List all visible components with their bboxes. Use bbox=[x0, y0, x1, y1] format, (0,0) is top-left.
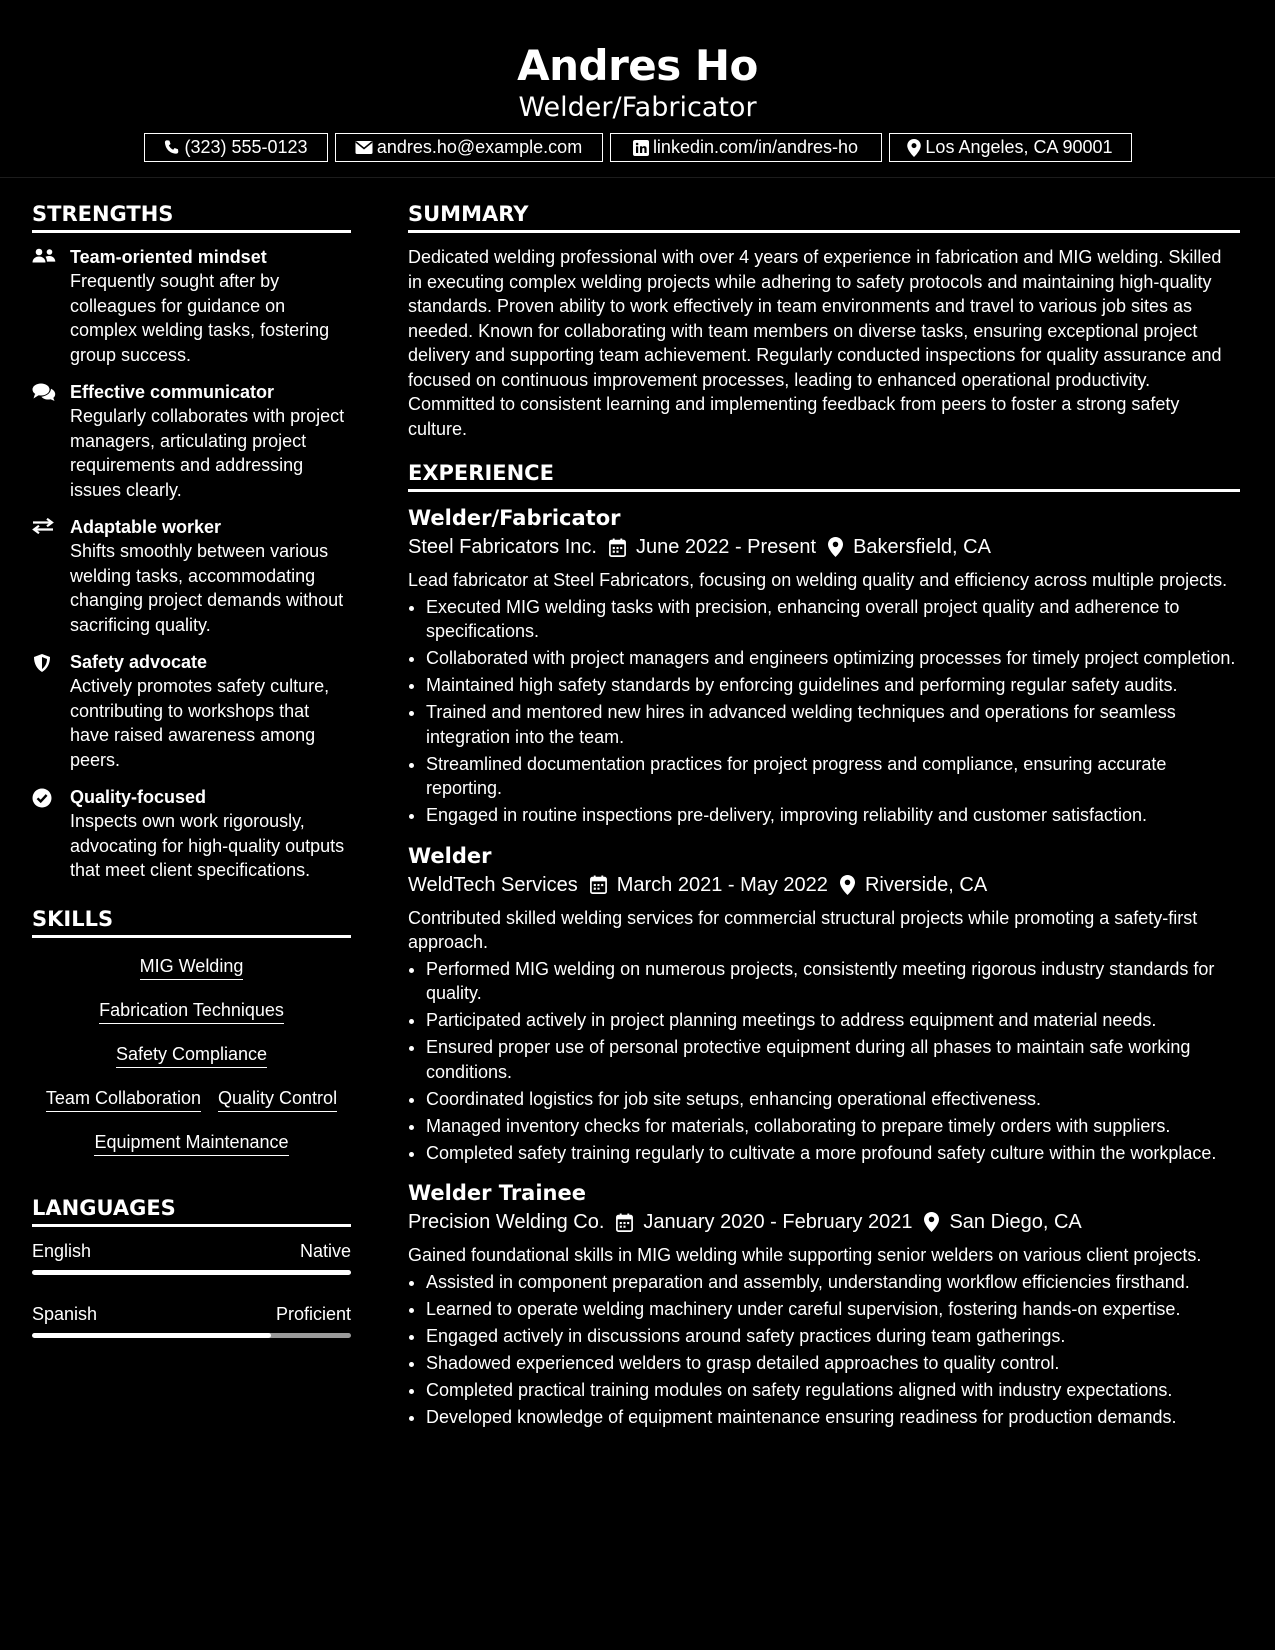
contact-location[interactable] bbox=[889, 133, 1132, 162]
job-dates: June 2022 - Present bbox=[635, 536, 817, 558]
job-bullet: • Coordinated logistics for job site setups, enhancing operational effectiveness. bbox=[426, 1087, 1240, 1112]
skill-row bbox=[32, 954, 351, 980]
candidate-name: Andres Ho bbox=[517, 41, 758, 90]
job-entry bbox=[408, 1179, 1240, 1429]
strength-item bbox=[32, 380, 351, 502]
job-bullet: • Assisted in component preparation and assembly, understanding workflow efficiencies firsthand. bbox=[426, 1270, 1240, 1295]
job-bullet: • Completed safety training regularly to cultivate a more profound safety culture within the workplace. bbox=[426, 1141, 1240, 1166]
job-meta bbox=[408, 1207, 1240, 1237]
language-proficiency-bar bbox=[32, 1270, 351, 1275]
job-bullet: • Streamlined documentation practices for project progress and compliance, ensuring accurate reporting. bbox=[426, 752, 1240, 801]
job-bullet: • Trained and mentored new hires in advanced welding techniques and operations for seamless integration into the team. bbox=[426, 700, 1240, 749]
language-proficiency-fill bbox=[32, 1333, 271, 1338]
job-bullet: • Shadowed experienced welders to grasp detailed approaches to quality control. bbox=[426, 1351, 1240, 1376]
strength-title: Adaptable worker bbox=[70, 517, 222, 537]
strength-desc: Regularly collaborates with project managers, articulating project requirements and addressing issues clearly. bbox=[70, 406, 345, 500]
phone-icon bbox=[163, 139, 180, 156]
summary-heading: SUMMARY bbox=[408, 200, 1240, 233]
strength-item bbox=[32, 515, 351, 637]
skills-heading: SKILLS bbox=[32, 905, 351, 938]
strength-desc: Inspects own work rigorously, advocating for high-quality outputs that meet client specifications. bbox=[70, 811, 345, 880]
language-row bbox=[32, 1239, 351, 1263]
job-entry bbox=[408, 842, 1240, 1166]
skill-tag: Equipment Maintenance bbox=[94, 1130, 288, 1156]
job-bullet: • Developed knowledge of equipment maintenance ensuring readiness for production demands. bbox=[426, 1405, 1240, 1430]
strength-title: Safety advocate bbox=[70, 652, 208, 672]
strength-item bbox=[32, 785, 351, 883]
strength-desc: Shifts smoothly between various welding tasks, accommodating changing project demands without sacrificing quality. bbox=[70, 541, 344, 635]
skill-row bbox=[32, 1042, 351, 1068]
strength-title: Quality-focused bbox=[70, 787, 207, 807]
job-dates: March 2021 - May 2022 bbox=[616, 873, 828, 896]
job-title: Welder/Fabricator bbox=[408, 506, 621, 530]
experience-heading: EXPERIENCE bbox=[408, 459, 1240, 492]
skills-list bbox=[32, 950, 351, 1156]
contact-linkedin-text: linkedin.com/in/andres-ho bbox=[652, 137, 859, 157]
skill-row bbox=[32, 998, 351, 1024]
job-company: Steel Fabricators Inc. bbox=[408, 536, 597, 558]
right-column bbox=[408, 200, 1240, 1443]
linkedin-icon bbox=[633, 140, 649, 156]
job-location: Bakersfield, CA bbox=[853, 536, 991, 558]
map-pin-icon bbox=[924, 1212, 939, 1232]
strength-title: Team-oriented mindset bbox=[70, 247, 267, 267]
job-bullet: • Performed MIG welding on numerous projects, consistently meeting rigorous industry standards for quality. bbox=[426, 957, 1240, 1006]
job-company: Precision Welding Co. bbox=[408, 1211, 605, 1233]
languages-heading: LANGUAGES bbox=[32, 1194, 351, 1227]
experience-list bbox=[408, 504, 1240, 1429]
contact-phone-text: (323) 555-0123 bbox=[184, 137, 308, 157]
skill-tag: Fabrication Techniques bbox=[99, 998, 284, 1024]
job-title: Welder bbox=[408, 843, 492, 868]
job-bullet: • Maintained high safety standards by enforcing guidelines and performing regular safety audits. bbox=[426, 673, 1240, 698]
skill-tag: Safety Compliance bbox=[116, 1042, 267, 1068]
contact-email[interactable] bbox=[335, 133, 603, 162]
job-location: San Diego, CA bbox=[949, 1211, 1082, 1233]
language-name: Spanish bbox=[32, 1303, 98, 1324]
strength-title: Effective communicator bbox=[70, 382, 275, 402]
language-proficiency-bar bbox=[32, 1333, 351, 1338]
language-name: English bbox=[32, 1240, 92, 1261]
contact-bar bbox=[0, 133, 1275, 162]
contact-email-text: andres.ho@example.com bbox=[376, 137, 583, 157]
job-bullet: • Executed MIG welding tasks with precision, enhancing overall project quality and adherence to specifications. bbox=[426, 595, 1240, 644]
job-bullets bbox=[408, 957, 1240, 1166]
envelope-icon bbox=[355, 140, 373, 155]
strength-item bbox=[32, 650, 351, 772]
map-pin-icon bbox=[840, 875, 855, 895]
job-bullets bbox=[408, 595, 1240, 828]
strength-item bbox=[32, 245, 351, 367]
job-bullet: • Learned to operate welding machinery under careful supervision, fostering hands-on expertise. bbox=[426, 1297, 1240, 1322]
skill-tag: Team Collaboration bbox=[46, 1086, 201, 1112]
comments-icon bbox=[32, 380, 58, 502]
strength-desc: Frequently sought after by colleagues for guidance on complex welding tasks, fostering group success. bbox=[70, 271, 330, 365]
languages-list bbox=[32, 1239, 351, 1338]
candidate-title: Welder/Fabricator bbox=[518, 92, 757, 123]
job-bullet: • Engaged in routine inspections pre-delivery, improving reliability and customer satisfaction. bbox=[426, 803, 1240, 828]
job-bullet: • Ensured proper use of personal protective equipment during all phases to maintain safe working conditions. bbox=[426, 1035, 1240, 1084]
job-bullets bbox=[408, 1270, 1240, 1430]
check-circle-icon bbox=[32, 785, 58, 883]
language-level: Proficient bbox=[275, 1303, 351, 1324]
contact-phone[interactable] bbox=[144, 133, 328, 162]
job-description: Lead fabricator at Steel Fabricators, focusing on welding quality and efficiency across multiple projects. bbox=[408, 570, 1228, 590]
skill-tag: MIG Welding bbox=[140, 954, 244, 980]
job-bullet: • Completed practical training modules on safety regulations aligned with industry expectations. bbox=[426, 1378, 1240, 1403]
job-dates: January 2020 - February 2021 bbox=[643, 1211, 913, 1233]
job-location: Riverside, CA bbox=[864, 873, 988, 896]
resume-header bbox=[0, 0, 1275, 178]
exchange-arrows-icon bbox=[32, 515, 58, 637]
job-meta bbox=[408, 532, 1240, 562]
language-level: Native bbox=[299, 1240, 351, 1261]
users-icon bbox=[32, 245, 58, 367]
contact-linkedin[interactable] bbox=[610, 133, 882, 162]
strengths-heading: STRENGTHS bbox=[32, 200, 351, 233]
job-bullet: • Engaged actively in discussions around safety practices during team gatherings. bbox=[426, 1324, 1240, 1349]
contact-location-text: Los Angeles, CA 90001 bbox=[925, 137, 1113, 157]
strengths-list bbox=[32, 245, 351, 883]
calendar-icon bbox=[616, 1213, 633, 1232]
job-title: Welder Trainee bbox=[408, 1181, 586, 1205]
job-description: Gained foundational skills in MIG welding while supporting senior welders on various client projects. bbox=[408, 1245, 1202, 1265]
left-column bbox=[32, 200, 351, 1365]
calendar-icon bbox=[609, 538, 626, 557]
map-pin-icon bbox=[828, 537, 843, 557]
job-description: Contributed skilled welding services for commercial structural projects while promoting a safety-first approach. bbox=[408, 907, 1198, 952]
job-bullet: • Collaborated with project managers and engineers optimizing processes for timely project completion. bbox=[426, 646, 1240, 671]
calendar-icon bbox=[590, 875, 607, 894]
shield-icon bbox=[32, 650, 58, 772]
skill-tag: Quality Control bbox=[218, 1086, 337, 1112]
map-pin-icon bbox=[907, 139, 921, 157]
language-row bbox=[32, 1302, 351, 1326]
job-meta bbox=[408, 870, 1240, 900]
language-proficiency-fill bbox=[32, 1270, 351, 1275]
job-bullet: • Managed inventory checks for materials, collaborating to prepare timely orders with suppliers. bbox=[426, 1114, 1240, 1139]
summary-text: Dedicated welding professional with over 4 years of experience in fabrication and MIG welding. Skilled in executing complex welding projects while adhering to safety protocols and maintaining high-quality standards. Proven ability to work effectively in team environments and travel to various job sites as needed. Known for collaborating with team members on diverse tasks, ensuring exceptional project delivery and supporting team achievement. Regularly conducted inspections for quality assurance and focused on continuous improvement processes, leading to enhanced operational productivity. Committed to consistent learning and implementing feedback from peers to foster a strong safety culture. bbox=[408, 247, 1222, 439]
job-company: WeldTech Services bbox=[408, 873, 578, 896]
job-entry bbox=[408, 504, 1240, 828]
strength-desc: Actively promotes safety culture, contributing to workshops that have raised awareness among peers. bbox=[70, 676, 330, 770]
skill-row bbox=[32, 1130, 351, 1156]
job-bullet: • Participated actively in project planning meetings to address equipment and material needs. bbox=[426, 1008, 1240, 1033]
